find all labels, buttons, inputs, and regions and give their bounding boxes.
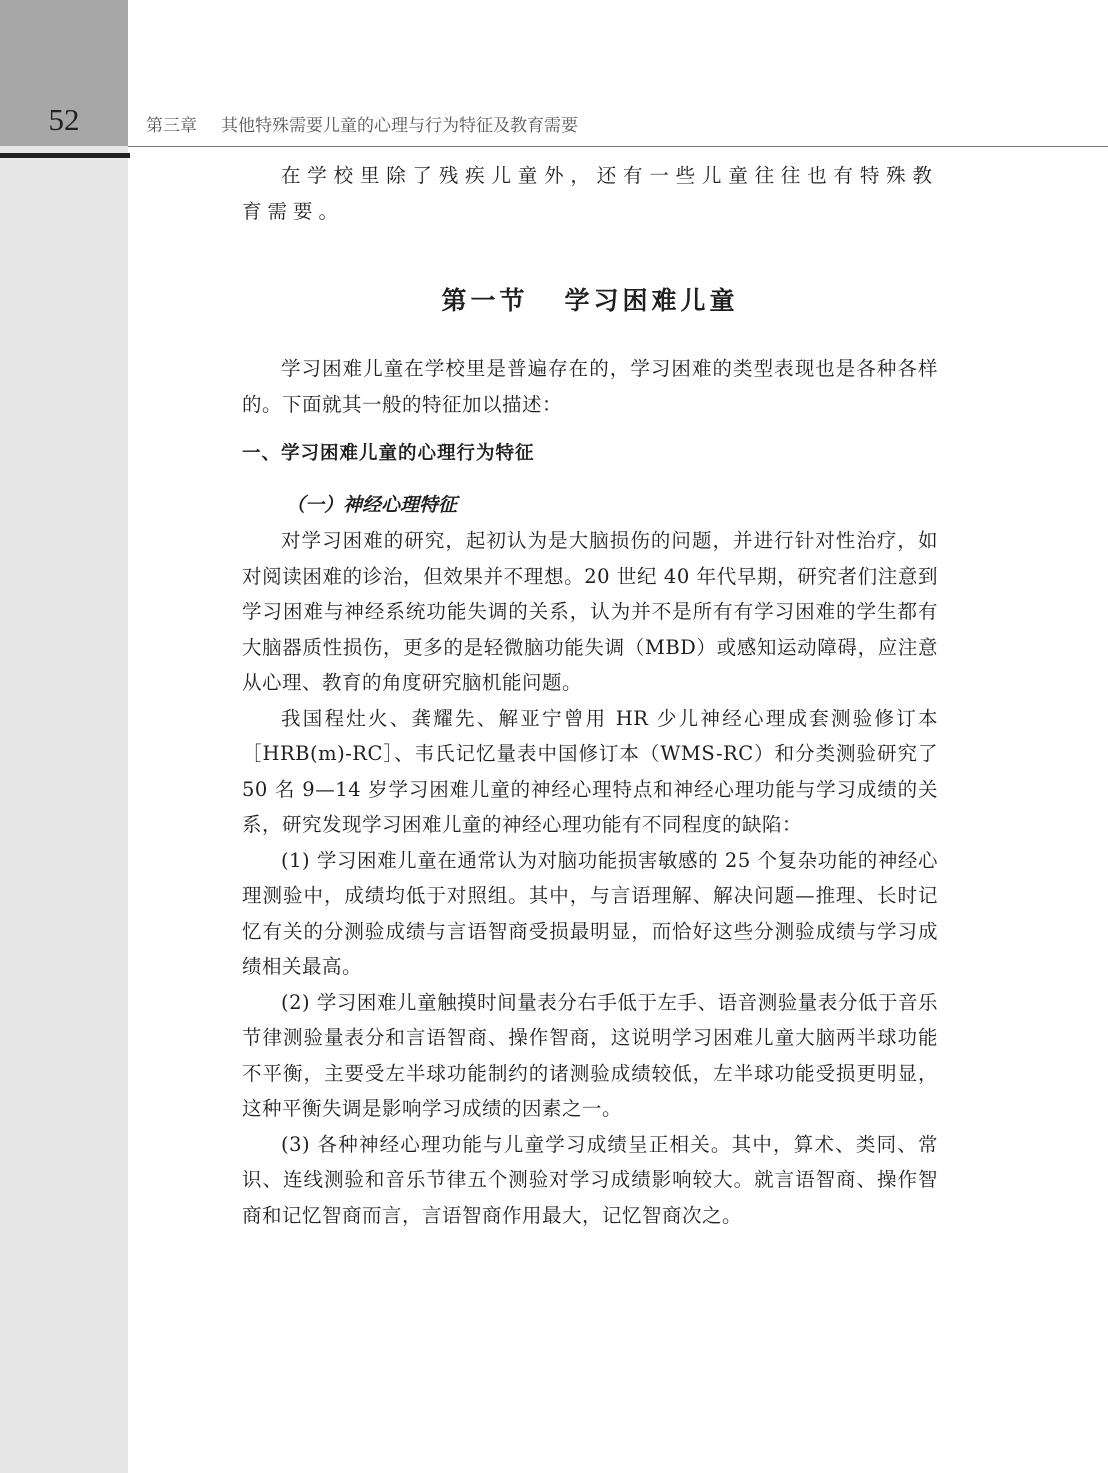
body-paragraph: 对学习困难的研究，起初认为是大脑损伤的问题，并进行针对性治疗，如对阅读困难的诊治，但效果并不理想。20 世纪 40 年代早期，研究者们注意到学习困难与神经系统功能失调的关系，认为并不是所有有学习困难的学生都有大脑器质性损伤，更多的是轻微脑功能失调（MBD）或感知运动障碍，应注意从心理、教育的角度研究脑机能问题。 (242, 529, 938, 694)
chapter-title: 其他特殊需要儿童的心理与行为特征及教育需要 (221, 116, 578, 136)
section-name: 学习困难儿童 (564, 286, 739, 315)
body-paragraph: (3) 各种神经心理功能与儿童学习成绩呈正相关。其中，算术、类同、常识、连线测验和音乐节律五个测验对学习成绩影响较大。就言语智商、操作智商和记忆智商而言，言语智商作用最大，记忆智商次之。 (242, 1132, 938, 1227)
body-paragraph: 我国程灶火、龚耀先、解亚宁曾用 HR 少儿神经心理成套测验修订本［HRB(m)-RC］、韦氏记忆量表中国修订本（WMS-RC）和分类测验研究了 50 名 9—14 岁学习困难儿童的神经心理特点和神经心理功能与学习成绩的关系，研究发现学习困难儿童的神经心理功能有不同程度的缺陷： (242, 706, 938, 836)
header-left-rule (0, 153, 130, 158)
page-body (242, 158, 938, 1233)
subsection-heading: 一、学习困难儿童的心理行为特征 (242, 443, 535, 464)
section-number: 第一节 (441, 286, 529, 315)
section-intro-paragraph: 学习困难儿童在学校里是普遍存在的，学习困难的类型表现也是各种各样的。下面就其一般的特征加以描述： (242, 357, 938, 416)
intro-paragraph: 在学校里除了残疾儿童外，还有一些儿童往往也有特殊教育需要。 (242, 164, 938, 223)
section-title (242, 283, 938, 319)
body-paragraph: (2) 学习困难儿童触摸时间量表分右手低于左手、语音测验量表分低于音乐节律测验量表分和言语智商、操作智商，这说明学习困难儿童大脑两半球功能不平衡，主要受左半球功能制约的诸测验成绩较低，左半球功能受损更明显，这种平衡失调是影响学习成绩的因素之一。 (242, 990, 938, 1120)
page-margin-band (0, 0, 128, 1473)
sub-subsection-heading: （一）神经心理特征 (286, 494, 458, 516)
header-rule (128, 146, 1108, 147)
running-head (146, 112, 578, 140)
chapter-label: 第三章 (146, 116, 197, 136)
body-paragraph: (1) 学习困难儿童在通常认为对脑功能损害敏感的 25 个复杂功能的神经心理测验中，成绩均低于对照组。其中，与言语理解、解决问题—推理、长时记忆有关的分测验成绩与言语智商受损最明显，而恰好这些分测验成绩与学习成绩相关最高。 (242, 848, 938, 978)
page-number: 52 (48, 102, 80, 137)
